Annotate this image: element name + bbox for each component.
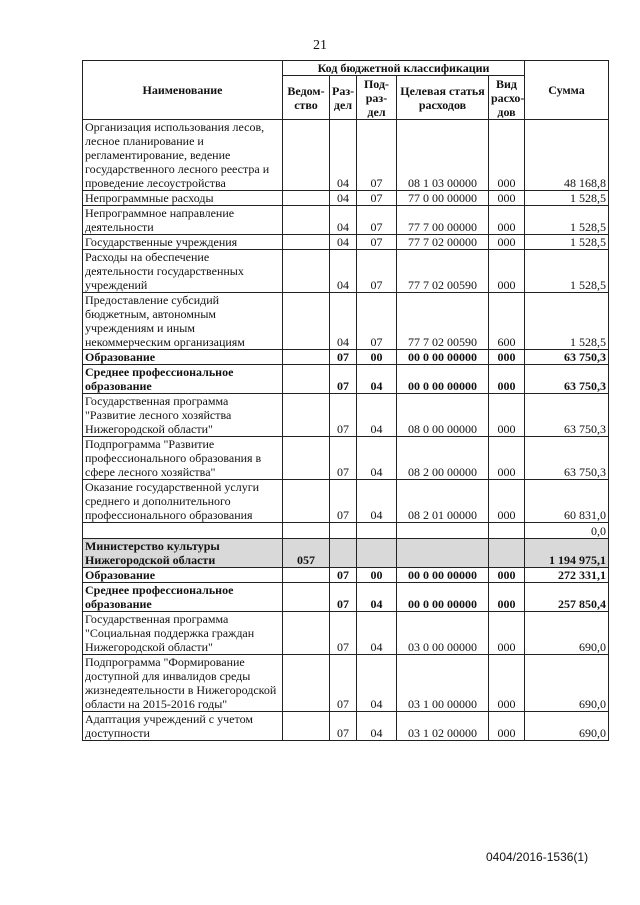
cell-section: 07 [330, 583, 357, 612]
cell-type: 000 [489, 612, 525, 655]
table-row [83, 293, 609, 350]
cell-dept [283, 235, 330, 250]
cell-sum: 63 750,3 [525, 365, 609, 394]
table-row [83, 655, 609, 712]
cell-subsection: 07 [357, 120, 397, 191]
cell-subsection: 04 [357, 583, 397, 612]
cell-target: 08 2 00 00000 [397, 437, 489, 480]
cell-sum: 0,0 [525, 523, 609, 539]
cell-section: 07 [330, 480, 357, 523]
cell-target: 00 0 00 00000 [397, 365, 489, 394]
table-row [83, 206, 609, 235]
cell-dept [283, 583, 330, 612]
cell-subsection [357, 523, 397, 539]
cell-name: Среднее профессиональное образование [83, 583, 283, 612]
cell-section: 07 [330, 437, 357, 480]
table-row [83, 120, 609, 191]
cell-dept [283, 250, 330, 293]
cell-target: 77 7 02 00590 [397, 250, 489, 293]
table-row [83, 480, 609, 523]
cell-type: 000 [489, 191, 525, 206]
cell-name: Образование [83, 568, 283, 583]
table-row [83, 250, 609, 293]
cell-section: 07 [330, 712, 357, 741]
table-row [83, 350, 609, 365]
cell-type [489, 539, 525, 568]
cell-dept [283, 437, 330, 480]
cell-target: 03 1 00 00000 [397, 655, 489, 712]
cell-name: Предоставление субсидий бюджетным, автономным учреждениям и иным некоммерческим организациям [83, 293, 283, 350]
cell-section: 04 [330, 293, 357, 350]
table-row [83, 583, 609, 612]
cell-dept: 057 [283, 539, 330, 568]
cell-sum: 60 831,0 [525, 480, 609, 523]
cell-name: Расходы на обеспечение деятельности государственных учреждений [83, 250, 283, 293]
cell-dept [283, 612, 330, 655]
cell-type: 000 [489, 480, 525, 523]
cell-target: 00 0 00 00000 [397, 583, 489, 612]
cell-name: Государственная программа "Развитие лесного хозяйства Нижегородской области" [83, 394, 283, 437]
cell-subsection: 04 [357, 612, 397, 655]
table-row [83, 612, 609, 655]
table-row [83, 394, 609, 437]
header-section: Раз-дел [330, 76, 357, 120]
cell-subsection: 00 [357, 350, 397, 365]
cell-target: 00 0 00 00000 [397, 568, 489, 583]
cell-name: Подпрограмма "Развитие профессионального образования в сфере лесного хозяйства" [83, 437, 283, 480]
table-row [83, 437, 609, 480]
cell-section: 04 [330, 120, 357, 191]
header-target: Целевая статья расходов [397, 76, 489, 120]
cell-subsection: 04 [357, 394, 397, 437]
cell-target: 77 7 02 00590 [397, 293, 489, 350]
cell-sum: 1 528,5 [525, 191, 609, 206]
cell-sum: 1 528,5 [525, 293, 609, 350]
cell-subsection: 07 [357, 206, 397, 235]
header-dept: Ведом-ство [283, 76, 330, 120]
cell-sum: 690,0 [525, 712, 609, 741]
table-row [83, 365, 609, 394]
cell-dept [283, 120, 330, 191]
cell-dept [283, 523, 330, 539]
cell-sum: 272 331,1 [525, 568, 609, 583]
cell-target: 08 2 01 00000 [397, 480, 489, 523]
cell-name: Подпрограмма "Формирование доступной для инвалидов среды жизнедеятельности в Нижегородской области на 2015-2016 годы" [83, 655, 283, 712]
cell-subsection: 07 [357, 235, 397, 250]
cell-type: 000 [489, 206, 525, 235]
cell-section: 07 [330, 568, 357, 583]
cell-subsection: 04 [357, 712, 397, 741]
cell-section: 07 [330, 365, 357, 394]
header-subsection: Под-раз-дел [357, 76, 397, 120]
cell-subsection: 07 [357, 250, 397, 293]
cell-section: 04 [330, 250, 357, 293]
table-row [83, 523, 609, 539]
cell-type: 000 [489, 365, 525, 394]
cell-section: 04 [330, 206, 357, 235]
table-row [83, 235, 609, 250]
cell-type: 000 [489, 120, 525, 191]
cell-section: 07 [330, 394, 357, 437]
cell-subsection: 04 [357, 365, 397, 394]
cell-subsection: 04 [357, 480, 397, 523]
cell-subsection: 04 [357, 437, 397, 480]
cell-sum: 63 750,3 [525, 350, 609, 365]
cell-sum: 1 528,5 [525, 206, 609, 235]
cell-sum: 1 528,5 [525, 235, 609, 250]
page-number: 21 [313, 38, 327, 53]
cell-type: 000 [489, 655, 525, 712]
cell-subsection: 07 [357, 293, 397, 350]
cell-sum: 63 750,3 [525, 394, 609, 437]
header-type: Вид расхо-дов [489, 76, 525, 120]
cell-name: Оказание государственной услуги среднего и дополнительного профессионального образования [83, 480, 283, 523]
cell-name: Государственные учреждения [83, 235, 283, 250]
cell-subsection [357, 539, 397, 568]
cell-type: 000 [489, 568, 525, 583]
cell-type [489, 523, 525, 539]
cell-dept [283, 191, 330, 206]
cell-name: Среднее профессиональное образование [83, 365, 283, 394]
cell-target: 08 1 03 00000 [397, 120, 489, 191]
cell-target [397, 539, 489, 568]
cell-target: 00 0 00 00000 [397, 350, 489, 365]
cell-section [330, 523, 357, 539]
cell-section: 04 [330, 191, 357, 206]
cell-type: 000 [489, 350, 525, 365]
cell-dept [283, 394, 330, 437]
cell-name: Государственная программа "Социальная поддержка граждан Нижегородской области" [83, 612, 283, 655]
cell-sum: 63 750,3 [525, 437, 609, 480]
cell-type: 000 [489, 235, 525, 250]
cell-type: 000 [489, 712, 525, 741]
cell-sum: 690,0 [525, 655, 609, 712]
table-row [83, 712, 609, 741]
cell-name: Образование [83, 350, 283, 365]
cell-subsection: 07 [357, 191, 397, 206]
table-row [83, 191, 609, 206]
cell-dept [283, 712, 330, 741]
cell-section: 07 [330, 612, 357, 655]
cell-sum: 1 194 975,1 [525, 539, 609, 568]
cell-target [397, 523, 489, 539]
cell-sum: 257 850,4 [525, 583, 609, 612]
cell-type: 600 [489, 293, 525, 350]
cell-subsection: 04 [357, 655, 397, 712]
cell-dept [283, 655, 330, 712]
cell-type: 000 [489, 250, 525, 293]
cell-target: 08 0 00 00000 [397, 394, 489, 437]
cell-sum: 690,0 [525, 612, 609, 655]
table-body [83, 120, 609, 741]
cell-type: 000 [489, 394, 525, 437]
cell-section: 07 [330, 655, 357, 712]
cell-name: Непрограммные расходы [83, 191, 283, 206]
cell-section: 07 [330, 350, 357, 365]
cell-type: 000 [489, 437, 525, 480]
cell-dept [283, 480, 330, 523]
cell-name: Организация использования лесов, лесное планирование и регламентирование, ведение государственного лесного реестра и проведение лесоустройства [83, 120, 283, 191]
header-code-group: Код бюджетной классификации [283, 61, 525, 76]
cell-name: Адаптация учреждений с учетом доступности [83, 712, 283, 741]
cell-dept [283, 206, 330, 235]
cell-target: 77 7 00 00000 [397, 206, 489, 235]
cell-target: 03 0 00 00000 [397, 612, 489, 655]
header-sum: Сумма [525, 61, 609, 120]
cell-target: 77 0 00 00000 [397, 191, 489, 206]
cell-sum: 1 528,5 [525, 250, 609, 293]
cell-section: 04 [330, 235, 357, 250]
cell-name: Непрограммное направление деятельности [83, 206, 283, 235]
cell-dept [283, 293, 330, 350]
cell-target: 03 1 02 00000 [397, 712, 489, 741]
cell-dept [283, 568, 330, 583]
document-code: 0404/2016-1536(1) [486, 850, 589, 864]
cell-sum: 48 168,8 [525, 120, 609, 191]
budget-table [82, 60, 609, 741]
table-row [83, 568, 609, 583]
cell-target: 77 7 02 00000 [397, 235, 489, 250]
cell-type: 000 [489, 583, 525, 612]
header-name: Наименование [83, 61, 283, 120]
cell-section [330, 539, 357, 568]
table-row [83, 539, 609, 568]
cell-subsection: 00 [357, 568, 397, 583]
cell-name: Министерство культуры Нижегородской области [83, 539, 283, 568]
cell-name [83, 523, 283, 539]
cell-dept [283, 365, 330, 394]
cell-dept [283, 350, 330, 365]
